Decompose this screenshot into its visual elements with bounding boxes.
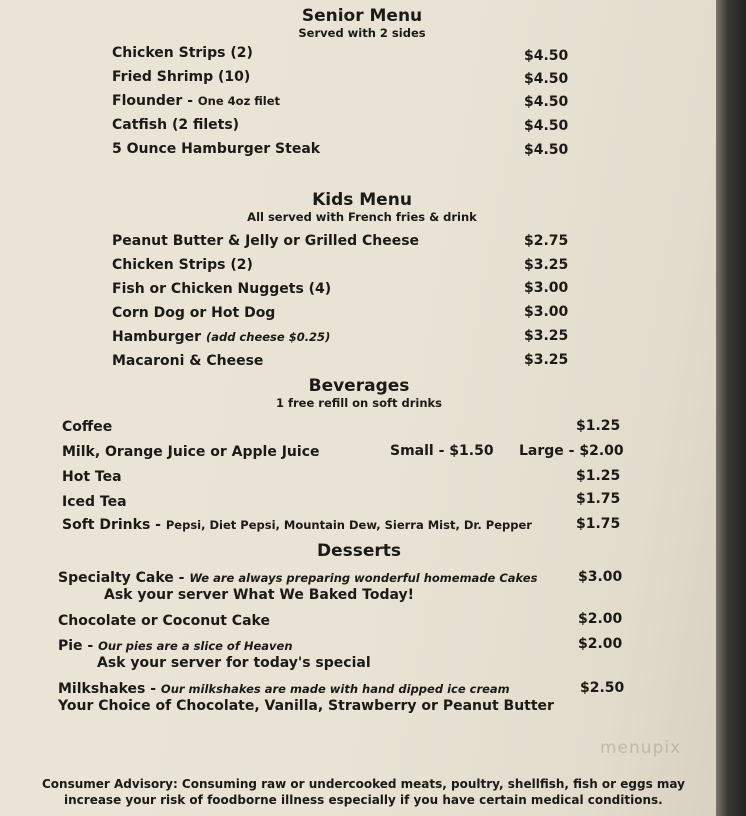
menu-item-price: $4.50: [524, 48, 569, 64]
senior-menu-title: Senior Menu: [301, 6, 423, 26]
menu-item: Hot Tea: [62, 469, 122, 485]
menu-item-price: $1.75: [576, 516, 621, 532]
beverages-title: Beverages: [308, 376, 410, 396]
menu-item: Macaroni & Cheese: [112, 353, 264, 369]
menu-item: Iced Tea: [62, 494, 127, 510]
menu-item-price: $2.00: [578, 636, 623, 652]
menu-item: Chicken Strips (2): [112, 257, 253, 273]
menu-item-price: $1.75: [576, 491, 621, 507]
kids-menu-header: [0, 190, 718, 224]
menu-item-detail: Your Choice of Chocolate, Vanilla, Strawberry or Peanut Butter: [58, 698, 554, 714]
beverages-header: [0, 376, 718, 410]
menu-item: Specialty Cake - We are always preparing wonderful homemade Cakes: [58, 570, 538, 586]
menu-item-price: $3.25: [524, 257, 569, 273]
menu-item: Chocolate or Coconut Cake: [58, 613, 270, 629]
menu-item-price: $4.50: [524, 94, 569, 110]
menu-item-price: $1.25: [576, 468, 621, 484]
beverages-subtitle: 1 free refill on soft drinks: [275, 396, 443, 410]
menu-item-price: $4.50: [524, 71, 569, 87]
menu-item: Chicken Strips (2): [112, 45, 253, 61]
desserts-title: Desserts: [316, 541, 402, 561]
page-edge-shadow: [716, 0, 746, 816]
menu-item-price: $3.00: [524, 280, 569, 296]
menu-item-price: $2.75: [524, 233, 569, 249]
senior-menu-subtitle: Served with 2 sides: [298, 26, 426, 40]
menu-item-price: $1.25: [576, 418, 621, 434]
menu-item: 5 Ounce Hamburger Steak: [112, 141, 321, 157]
menu-item-price: $3.25: [524, 328, 569, 344]
menu-item-price: $4.50: [524, 118, 569, 134]
menu-item: Flounder - One 4oz filet: [112, 93, 281, 109]
menu-item-price: $4.50: [524, 142, 569, 158]
menu-item: Pie - Our pies are a slice of Heaven: [58, 638, 293, 654]
desserts-header: [0, 541, 718, 561]
menu-item: Soft Drinks - Pepsi, Diet Pepsi, Mountain Dew, Sierra Mist, Dr. Pepper: [62, 517, 532, 533]
menu-item: Milk, Orange Juice or Apple Juice: [62, 444, 320, 460]
kids-menu-title: Kids Menu: [312, 190, 412, 210]
menu-item: Corn Dog or Hot Dog: [112, 305, 276, 321]
menu-item: Coffee: [62, 419, 113, 435]
menu-item-price-large: Large - $2.00: [519, 443, 624, 459]
senior-menu-header: [0, 6, 718, 40]
menu-item-price: $3.25: [524, 352, 569, 368]
menu-item-detail: Ask your server What We Baked Today!: [104, 587, 415, 603]
menu-item-price-small: Small - $1.50: [390, 443, 494, 459]
menu-item-price: $2.50: [580, 680, 625, 696]
menu-item-price: $2.00: [578, 611, 623, 627]
watermark: menupix: [600, 738, 682, 758]
menu-item: Fried Shrimp (10): [112, 69, 251, 85]
menu-item-price: $3.00: [524, 304, 569, 320]
menu-item: Peanut Butter & Jelly or Grilled Cheese: [112, 233, 420, 249]
menu-item: Hamburger (add cheese $0.25): [112, 329, 331, 345]
menu-item: Milkshakes - Our milkshakes are made with hand dipped ice cream: [58, 681, 510, 697]
menu-item: Fish or Chicken Nuggets (4): [112, 281, 332, 297]
consumer-advisory-line1: Consumer Advisory: Consuming raw or undercooked meats, poultry, shellfish, fish or eggs may: [42, 777, 685, 791]
consumer-advisory-line2: increase your risk of foodborne illness especially if you have certain medical conditions.: [64, 793, 663, 807]
menu-item-detail: Ask your server for today's special: [97, 655, 371, 671]
kids-menu-subtitle: All served with French fries & drink: [247, 210, 477, 224]
menu-item: Catfish (2 filets): [112, 117, 240, 133]
menu-item-price: $3.00: [578, 569, 623, 585]
